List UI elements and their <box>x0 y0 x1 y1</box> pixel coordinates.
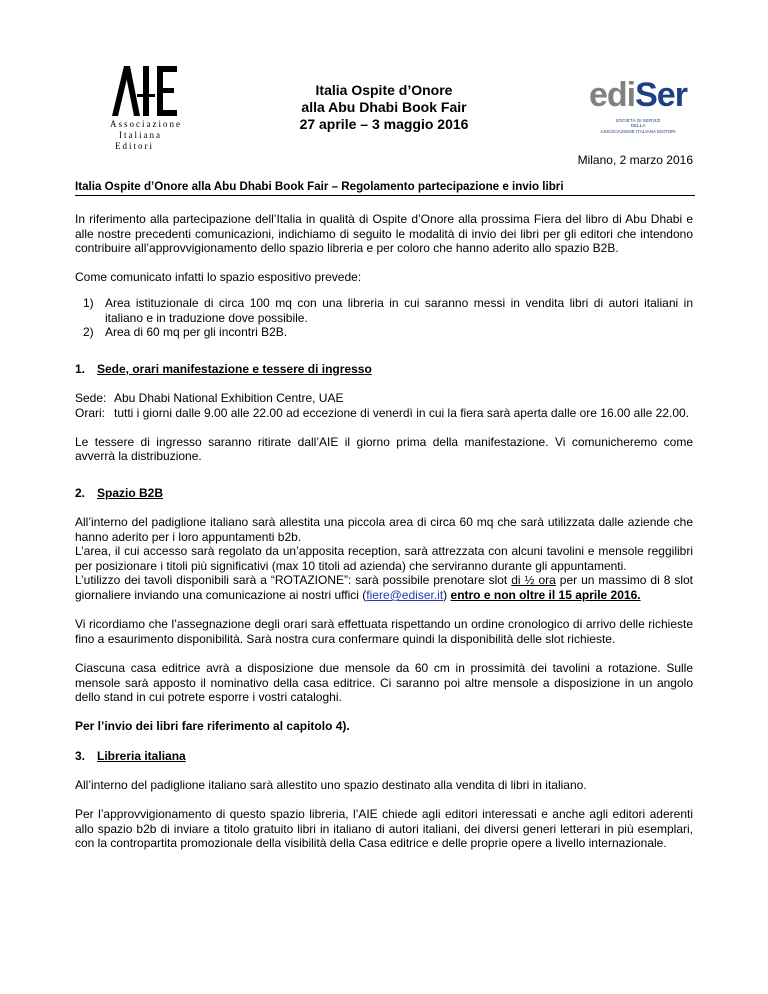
venue-label: Sede: <box>75 390 107 405</box>
section-2-paragraph-1: All’interno del padiglione italiano sarà allestita una piccola area di circa 60 mq che sarà utilizzata dalle aziende che hanno aderito per i loro appuntamenti b2b. <box>75 515 693 544</box>
section-2-heading <box>75 486 693 501</box>
aie-word-2: Italiana <box>119 130 162 140</box>
list-item <box>75 325 693 340</box>
section-2-paragraph-3 <box>75 573 693 602</box>
hours-row <box>75 406 693 421</box>
section-2-title: Spazio B2B <box>97 485 164 500</box>
aie-mark-icon <box>110 64 180 118</box>
section-3-heading <box>75 749 693 764</box>
hours-value: tutti i giorni dalle 9.00 alle 22.00 ad eccezione di venerdì in cui la fiera sarà aperta dalle ore 16.00 alle 22.00. <box>114 405 690 420</box>
section-3-paragraph-2: Per l’approvvigionamento di questo spazio libreria, l’AIE chiede agli editori interessati e anche agli editori aderenti allo spazio b2b di inviare a titolo gratuito libri in italiano di autori italiani, dei diversi generi letterari in più esemplari, con la contropartita promozionale della visibilità della Casa editrice e delle proprie opere a livello internazionale. <box>75 806 693 851</box>
ediser-tagline-line-1: SOCIETÀ DI SERVIZI <box>615 118 661 123</box>
section-2-note: Per l’invio dei libri fare riferimento al capitolo 4). <box>75 719 350 734</box>
list-item-number: 1) <box>83 295 94 310</box>
list-item-text: Area di 60 mq per gli incontri B2B. <box>105 325 288 340</box>
p3-underlined-duration: di ½ ora <box>511 573 556 588</box>
section-1-title: Sede, orari manifestazione e tessere di ingresso <box>97 361 372 376</box>
p3-text-c: ) <box>443 588 451 603</box>
intro-paragraph: In riferimento alla partecipazione dell’Italia in qualità di Ospite d’Onore alla prossima Fiera del libro di Abu Dhabi e alle nostre precedenti comunicazioni, indichiamo di seguito le modalità di invio dei libri per gli editori che intendono contribuire all’approvvigionamento dello spazio libreria e per coloro che hanno aderito allo spazio B2B. <box>75 212 693 256</box>
section-2-paragraph-5: Ciascuna casa editrice avrà a disposizione due mensole da 60 cm in prossimità dei tavolini a rotazione. Sulle mensole sarà apposto il nominativo della casa editrice. Ci saranno poi altre mensole a disposizione in un angolo dello stand in cui potrete esporre i vostri cataloghi. <box>75 661 693 705</box>
section-2-paragraph-2: L’area, il cui accesso sarà regolato da un’apposita reception, sarà attrezzata con alcuni tavolini e mensole reggilibri per posizionare i titoli più significativi (max 10 titoli ad azienda) che serviranno durante gli appuntamenti. <box>75 544 693 573</box>
document-subject: Italia Ospite d’Onore alla Abu Dhabi Book Fair – Regolamento partecipazione e invio libri <box>75 180 695 196</box>
header-title <box>250 82 518 133</box>
venue-row <box>75 391 693 406</box>
section-1-heading <box>75 362 693 377</box>
section-3-number: 3. <box>75 748 86 763</box>
list-item <box>75 296 693 325</box>
aie-logo-text <box>110 119 182 152</box>
exhibition-areas-list <box>75 296 693 340</box>
aie-logo <box>110 64 190 154</box>
aie-word-1: Associazione <box>110 119 182 129</box>
hours-label: Orari: <box>75 405 105 420</box>
ediser-word-part2: Ser <box>635 76 687 114</box>
document-body <box>75 212 693 851</box>
email-link[interactable]: fiere@ediser.it <box>366 588 444 603</box>
section-3-paragraph-1: All’interno del padiglione italiano sarà allestito uno spazio destinato alla vendita di libri in italiano. <box>75 777 587 792</box>
header-title-line-2: alla Abu Dhabi Book Fair <box>301 99 467 115</box>
header-title-line-3: 27 aprile – 3 maggio 2016 <box>299 116 469 132</box>
section-2-number: 2. <box>75 485 86 500</box>
aie-word-3: Editori <box>115 141 154 151</box>
section-1-number: 1. <box>75 361 86 376</box>
ediser-tagline-line-2: DELLA <box>630 123 646 129</box>
p3-text-b: per un massimo di 8 slot giornaliere inviando una comunicazione ai nostri uffici ( <box>75 573 694 603</box>
section-3-title: Libreria italiana <box>97 748 186 763</box>
list-item-text: Area istituzionale di circa 100 mq con una libreria in cui saranno messi in vendita libri di autori italiani in italiano e in traduzione dove possibile. <box>105 295 693 325</box>
p3-text-a: L’utilizzo dei tavoli disponibili sarà a “ROTAZIONE”: sarà possibile prenotare slot <box>75 573 512 588</box>
document-date: Milano, 2 marzo 2016 <box>577 153 693 167</box>
ediser-logo <box>583 76 693 146</box>
section-2-paragraph-4: Vi ricordiamo che l’assegnazione degli orari sarà effettuata rispettando un ordine cronologico di arrivo delle richieste fino a esaurimento disponibilità. Sarà nostra cura confermare quindi la disponibilità delle slot richieste. <box>75 617 693 646</box>
header-title-line-1: Italia Ospite d’Onore <box>315 82 453 98</box>
ediser-tagline-line-3: ASSOCIAZIONE ITALIANA EDITORI <box>600 128 676 134</box>
ediser-wordmark <box>589 76 687 114</box>
ediser-tagline <box>583 118 693 134</box>
list-item-number: 2) <box>83 325 94 340</box>
intro-lead-in: Come comunicato infatti lo spazio espositivo prevede: <box>75 270 362 285</box>
p3-deadline: entro e non oltre il 15 aprile 2016. <box>450 588 641 603</box>
section-1-paragraph: Le tessere di ingresso saranno ritirate dall’AIE il giorno prima della manifestazione. Vi comunicheremo come avverrà la distribuzione. <box>75 434 693 464</box>
venue-value: Abu Dhabi National Exhibition Centre, UAE <box>114 390 344 405</box>
ediser-word-part1: edi <box>589 76 636 114</box>
